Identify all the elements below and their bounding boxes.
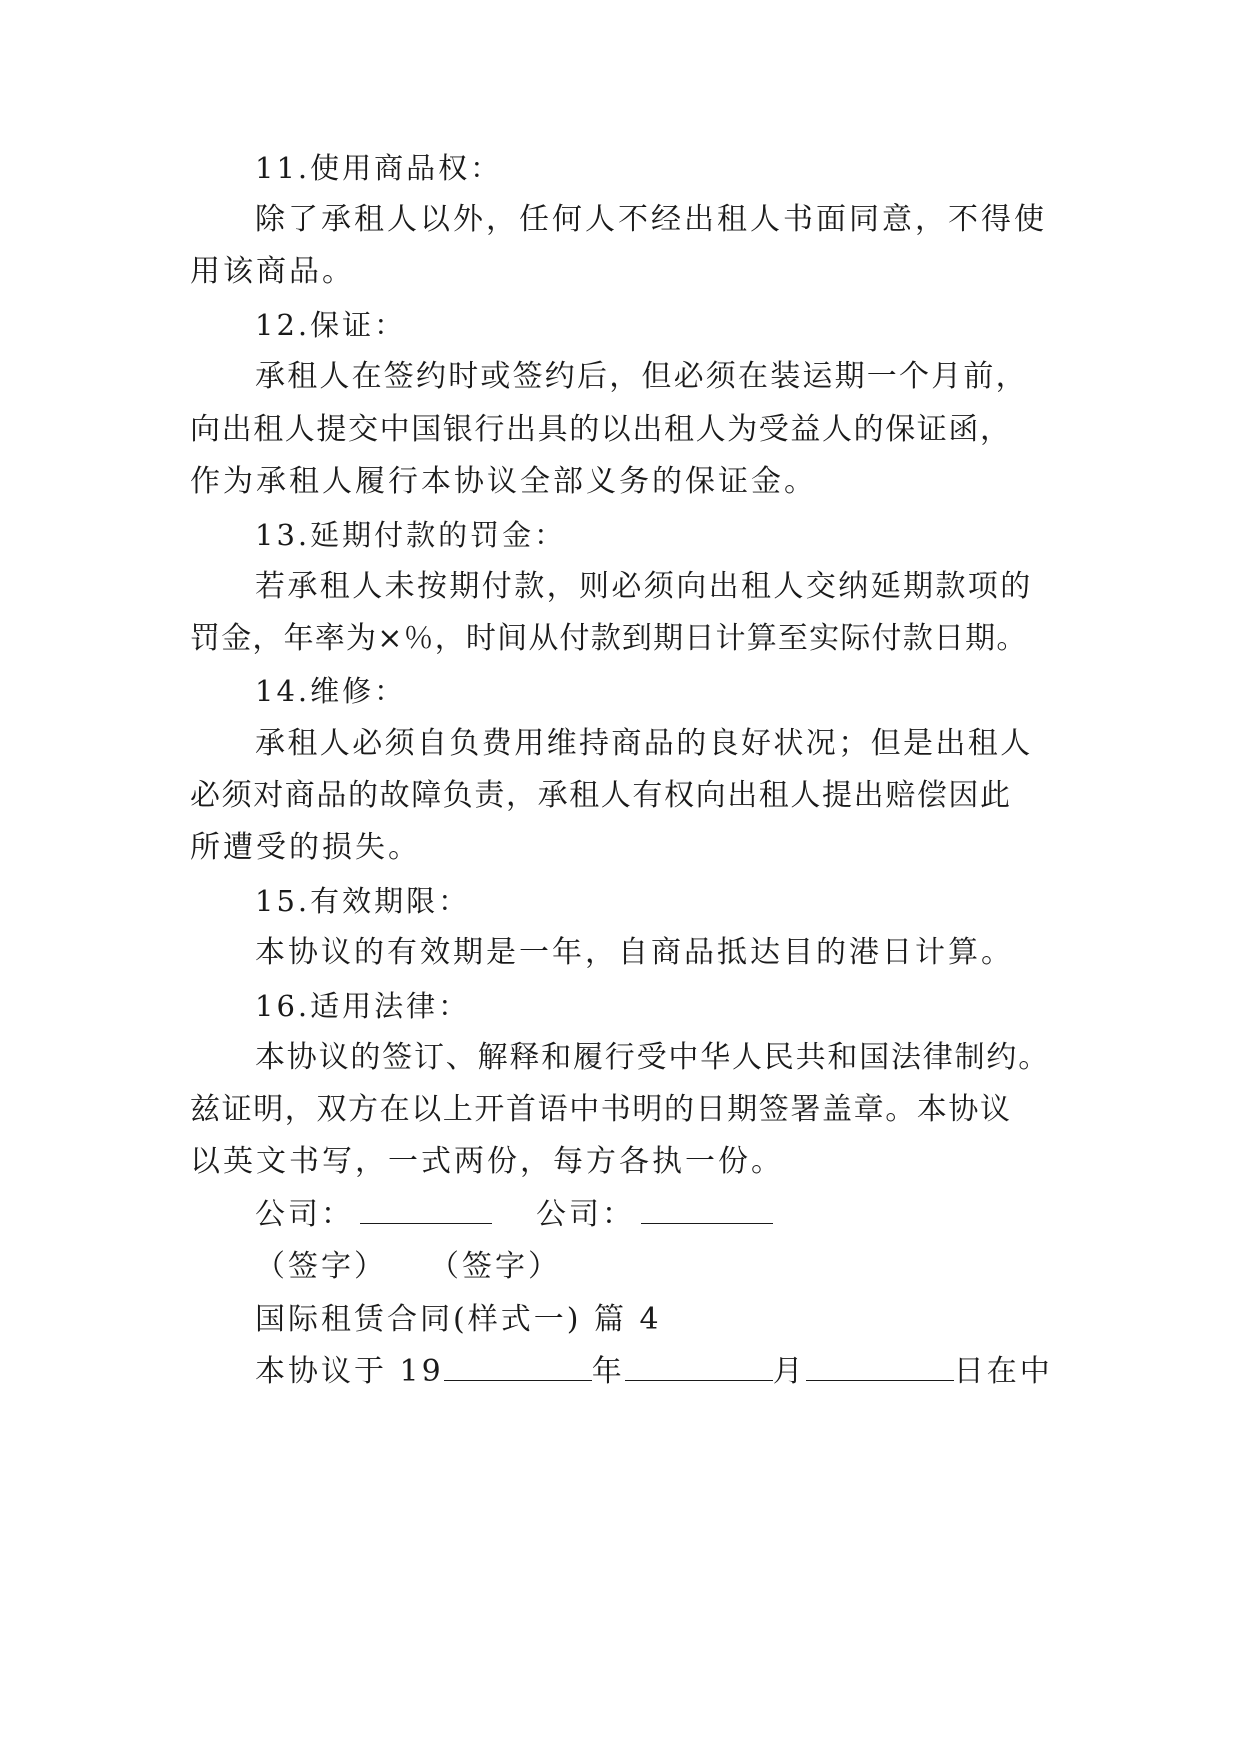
company-blank-2 [641,1197,773,1224]
clause-15-text: 本协议的有效期是一年，自商品抵达目的港日计算。 [255,935,1014,970]
clause-11-heading: 11.使用商品权： [255,151,503,185]
clause-12-heading: 12.保证： [255,308,407,342]
company-label-2: 公司： [536,1197,635,1232]
month-label: 月 [772,1354,806,1389]
clause-14-text-cont-2: 所遭受的损失。 [190,830,421,865]
company-signature-row [255,1195,1060,1235]
date-prefix: 本协议于 19 [255,1354,444,1389]
clause-11-text-cont: 用该商品。 [190,254,355,289]
year-label: 年 [591,1354,625,1389]
section-heading: 国际租赁合同(样式一) 篇 4 [255,1302,662,1337]
clause-14-heading: 14.维修： [255,674,407,708]
clause-11-text: 除了承租人以外，任何人不经出租人书面同意，不得使 [255,202,1047,237]
company-blank-1 [360,1197,492,1224]
company-label-1: 公司： [255,1197,354,1232]
clause-12-text-cont-1: 向出租人提交中国银行出具的以出租人为受益人的保证函， [190,412,1012,447]
clause-12-text: 承租人在签约时或签约后，但必须在装运期一个月前， [255,359,1028,394]
clause-14-text: 承租人必须自负费用维持商品的良好状况；但是出租人 [255,726,1033,761]
sign-label-2: （签字） [429,1249,561,1284]
closing-text-cont: 以英文书写，一式两份，每方各执一份。 [190,1144,784,1179]
clause-12-text-cont-2: 作为承租人履行本协议全部义务的保证金。 [190,464,817,499]
day-suffix: 日在中 [953,1354,1053,1389]
clause-13-text-cont: 罚金，年率为×％，时间从付款到期日计算至实际付款日期。 [190,621,1028,656]
clause-16-text: 本协议的签订、解释和履行受中华人民共和国法律制约。 [255,1040,1050,1075]
agreement-date-line [255,1352,1060,1392]
clause-16-heading: 16.适用法律： [255,989,471,1023]
clause-13-heading: 13.延期付款的罚金： [255,518,567,552]
sign-label-1: （签字） [255,1249,387,1284]
sign-row [255,1247,1060,1287]
closing-text: 兹证明，双方在以上开首语中书明的日期签署盖章。本协议 [190,1092,1012,1127]
clause-14-text-cont-1: 必须对商品的故障负责，承租人有权向出租人提出赔偿因此 [190,778,1012,813]
clause-15-heading: 15.有效期限： [255,884,471,918]
year-blank [444,1354,592,1381]
clause-13-text: 若承租人未按期付款，则必须向出租人交纳延期款项的 [255,569,1033,604]
month-blank [625,1354,773,1381]
day-blank [806,1354,954,1381]
